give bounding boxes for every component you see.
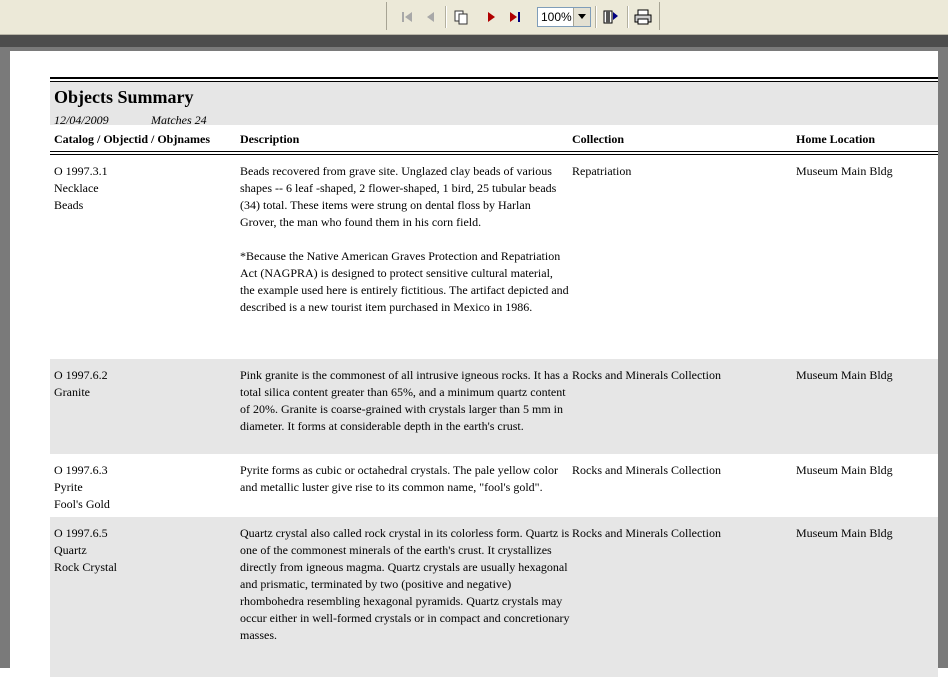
catalog-cell (54, 462, 234, 513)
object-name: Fool's Gold (54, 497, 110, 511)
next-page-icon[interactable] (481, 7, 501, 27)
collection-cell: Rocks and Minerals Collection (572, 463, 721, 477)
report-page (10, 51, 938, 681)
object-name: Necklace (54, 181, 99, 195)
description-cell: Quartz crystal also called rock crystal in its colorless form. Quartz is one of the commonest minerals of the earth's crust. It crystallizes directly from igneous magma. Quartz crystals are usually hexagonal and prismatic, terminated by two (positive and negative) rhombohedra resembling hexagonal pyramids. Quartz crystals may occur either in well-formed crystals or in compact and concretionary masses. (240, 526, 570, 642)
zoom-select[interactable] (537, 7, 591, 27)
table-row (50, 155, 938, 359)
column-catalog: Catalog / Objectid / Objnames (54, 132, 210, 146)
first-page-icon[interactable] (397, 7, 417, 27)
header-rule (50, 151, 938, 152)
export-icon[interactable] (601, 7, 621, 27)
report-rows (50, 155, 938, 677)
description-cell: Pyrite forms as cubic or octahedral crystals. The pale yellow color and metallic luster give rise to its common name, "fool's gold". (240, 463, 559, 494)
navigation-group (386, 2, 660, 30)
report-title: Objects Summary (54, 87, 194, 107)
multiple-pages-icon[interactable] (451, 7, 471, 27)
location-cell: Museum Main Bldg (796, 463, 893, 477)
object-id: O 1997.3.1 (54, 164, 108, 178)
location-cell: Museum Main Bldg (796, 368, 893, 382)
object-name: Granite (54, 385, 90, 399)
print-icon[interactable] (633, 7, 653, 27)
object-name: Quartz (54, 543, 87, 557)
column-home-location: Home Location (796, 132, 875, 146)
report-header (50, 82, 938, 125)
table-row (50, 359, 938, 454)
chevron-down-icon[interactable] (573, 8, 590, 26)
report-toolbar (0, 0, 948, 35)
description-text: Beads recovered from grave site. Unglazed clay beads of various shapes -- 6 leaf -shaped, 2 flower-shaped, 1 bird, 25 tubular beads (34) total. These items were strung on dental floss by Harlan Grover, the man who found them in his corn field. (240, 164, 557, 229)
previous-page-icon[interactable] (421, 7, 441, 27)
column-collection: Collection (572, 132, 624, 146)
collection-cell: Rocks and Minerals Collection (572, 368, 721, 382)
column-description: Description (240, 132, 300, 146)
object-name: Rock Crystal (54, 560, 117, 574)
report-date: 12/04/2009 (54, 113, 109, 127)
object-name: Pyrite (54, 480, 83, 494)
toolbar-separator (445, 6, 447, 28)
object-name: Beads (54, 198, 84, 212)
location-cell: Museum Main Bldg (796, 164, 893, 178)
toolbar-separator (595, 6, 597, 28)
viewer-top-strip (0, 35, 948, 47)
column-headers (50, 125, 938, 151)
last-page-icon[interactable] (505, 7, 525, 27)
description-note: *Because the Native American Graves Protection and Repatriation Act (NAGPRA) is designed to protect sensitive cultural material, the example used here is entirely fictitious. The artifact depicted and described is a new tourist item purchased in Mexico in 1986. (240, 249, 569, 314)
zoom-value: 100% (541, 10, 572, 24)
report-viewer[interactable] (0, 35, 948, 668)
object-id: O 1997.6.5 (54, 526, 108, 540)
toolbar-separator (627, 6, 629, 28)
catalog-cell (54, 525, 234, 576)
top-rule (50, 77, 938, 79)
table-row (50, 454, 938, 517)
location-cell: Museum Main Bldg (796, 526, 893, 540)
description-cell: Pink granite is the commonest of all intrusive igneous rocks. It has a total silica content greater than 65%, and a minimum quartz content of 20%. Granite is coarse-grained with crystals larger than 5 mm in diameter. It forms at considerable depth in the earth's crust. (240, 368, 569, 433)
objects-summary-report (50, 77, 938, 677)
description-cell (240, 163, 570, 316)
report-matches: Matches 24 (151, 113, 207, 127)
collection-cell: Rocks and Minerals Collection (572, 526, 721, 540)
object-id: O 1997.6.2 (54, 368, 108, 382)
catalog-cell (54, 367, 234, 401)
collection-cell: Repatriation (572, 164, 632, 178)
table-row (50, 517, 938, 677)
object-id: O 1997.6.3 (54, 463, 108, 477)
catalog-cell (54, 163, 234, 214)
